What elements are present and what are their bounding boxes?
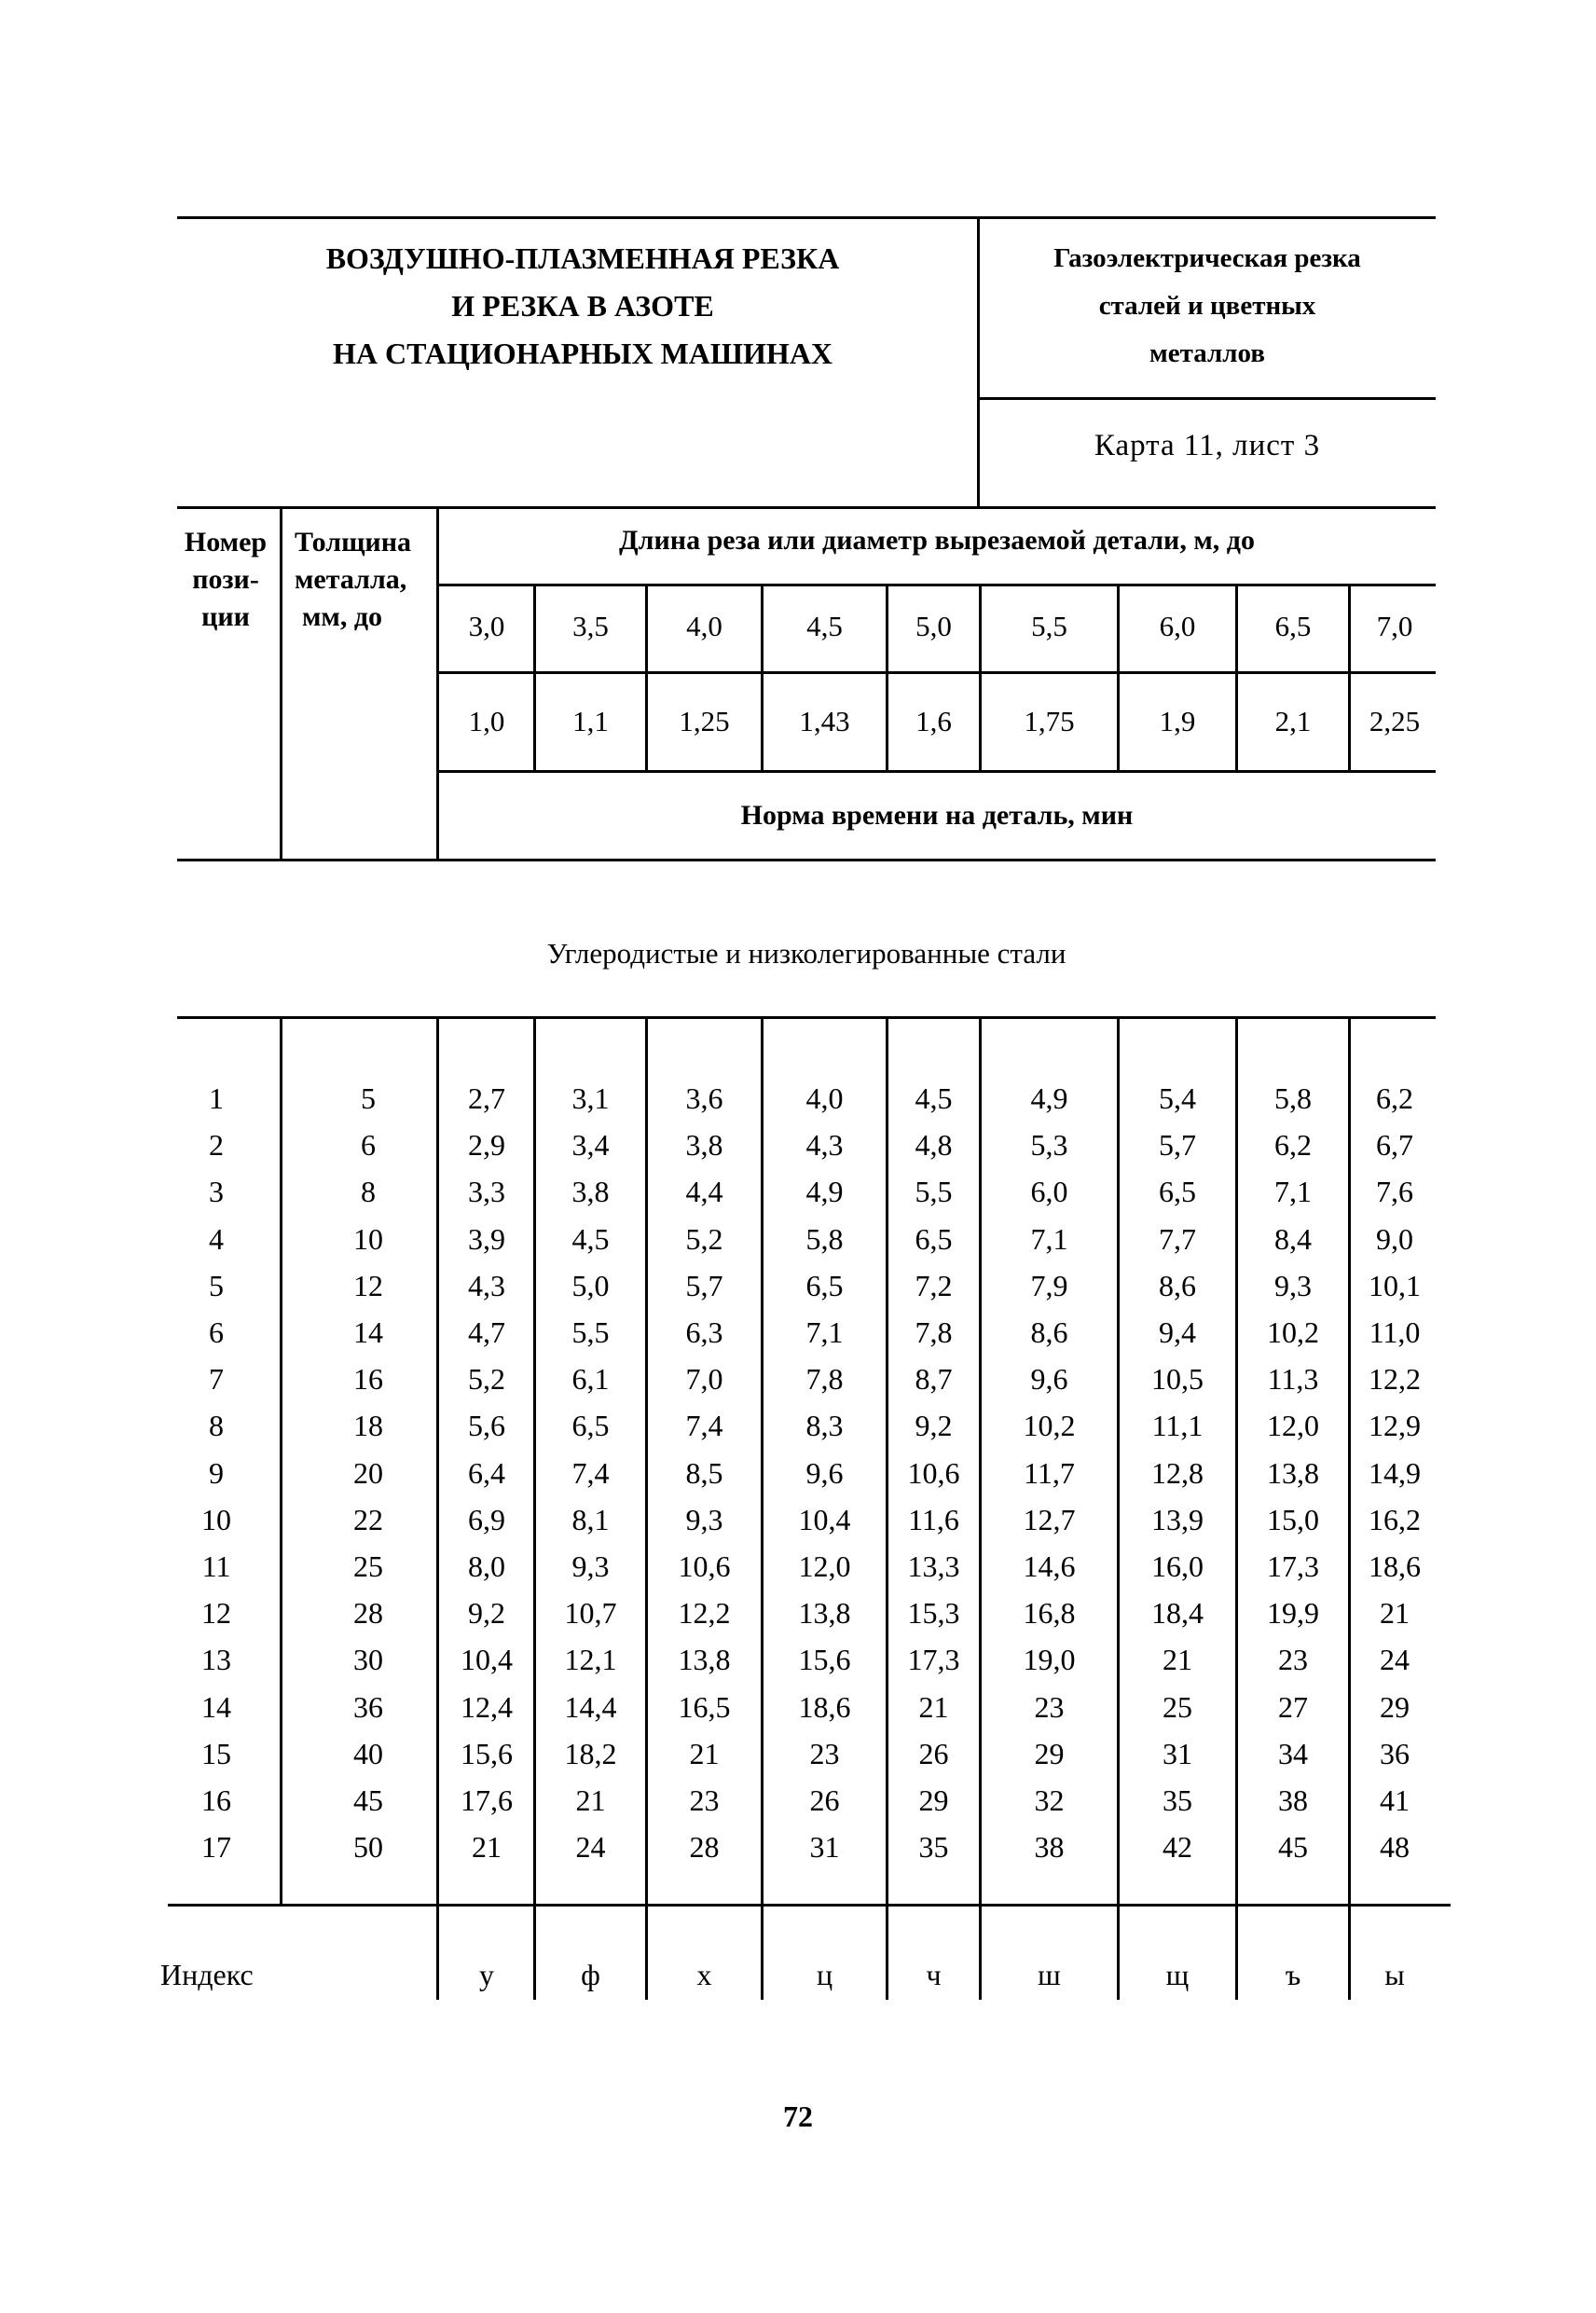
row-value: 4,0 xyxy=(805,1081,844,1115)
row-thickness: 8 xyxy=(361,1175,376,1208)
row-value: 6,9 xyxy=(468,1503,505,1536)
row-value: 31 xyxy=(809,1830,840,1864)
index-value: ы xyxy=(1384,1958,1405,1991)
row-value: 17,3 xyxy=(1267,1549,1319,1583)
row-position: 15 xyxy=(201,1737,231,1770)
header-line: пози- xyxy=(192,564,259,595)
row-value: 34 xyxy=(1278,1737,1308,1770)
index-value: ъ xyxy=(1285,1958,1301,1991)
row-value: 19,9 xyxy=(1267,1596,1319,1630)
length-value: 6,5 xyxy=(1274,610,1312,642)
row-value: 12,2 xyxy=(678,1596,731,1630)
card-rule xyxy=(977,397,1436,400)
row-value: 5,8 xyxy=(805,1222,844,1256)
row-value: 3,8 xyxy=(571,1175,610,1208)
index-value: щ xyxy=(1165,1958,1190,1991)
row-value: 13,9 xyxy=(1151,1503,1204,1536)
row-value: 21 xyxy=(575,1783,606,1817)
row-value: 8,1 xyxy=(571,1503,610,1536)
row-value: 8,4 xyxy=(1274,1222,1312,1256)
index-value: ш xyxy=(1038,1958,1061,1991)
row-value: 18,2 xyxy=(564,1737,617,1770)
row-value: 11,6 xyxy=(908,1503,959,1536)
row-position: 11 xyxy=(201,1549,231,1583)
row-value: 16,2 xyxy=(1369,1503,1421,1536)
row-value: 10,2 xyxy=(1023,1409,1076,1442)
diameter-value: 1,43 xyxy=(799,705,850,737)
row-value: 4,8 xyxy=(915,1128,953,1162)
row-value: 7,9 xyxy=(1030,1269,1068,1302)
row-value: 4,9 xyxy=(805,1175,844,1208)
header-sub-rule xyxy=(436,770,1436,773)
row-value: 38 xyxy=(1034,1830,1065,1864)
row-value: 6,7 xyxy=(1376,1128,1413,1162)
row-thickness: 14 xyxy=(353,1315,383,1349)
row-value: 12,4 xyxy=(461,1690,513,1724)
row-value: 9,3 xyxy=(571,1549,610,1583)
row-value: 24 xyxy=(1380,1643,1410,1676)
row-thickness: 30 xyxy=(353,1643,383,1676)
index-value: ф xyxy=(581,1958,600,1991)
row-value: 23 xyxy=(809,1737,840,1770)
length-value: 6,0 xyxy=(1159,610,1196,642)
row-value: 12,1 xyxy=(564,1643,617,1676)
row-value: 6,2 xyxy=(1376,1081,1413,1115)
row-value: 23 xyxy=(1034,1690,1065,1724)
row-value: 31 xyxy=(1163,1737,1192,1770)
row-value: 26 xyxy=(918,1737,949,1770)
length-value: 4,5 xyxy=(806,610,843,642)
row-position: 7 xyxy=(209,1362,224,1396)
length-value: 5,5 xyxy=(1031,610,1067,642)
header-line: Номер xyxy=(184,527,268,558)
row-value: 21 xyxy=(472,1830,502,1864)
row-value: 13,8 xyxy=(798,1596,851,1630)
row-value: 5,3 xyxy=(1030,1128,1068,1162)
header-top-rule xyxy=(177,216,1436,219)
row-value: 25 xyxy=(1163,1690,1192,1724)
row-value: 38 xyxy=(1278,1783,1308,1817)
row-value: 23 xyxy=(1278,1643,1308,1676)
row-position: 9 xyxy=(209,1456,224,1490)
row-thickness: 28 xyxy=(353,1596,383,1630)
row-thickness: 5 xyxy=(361,1081,376,1115)
row-thickness: 45 xyxy=(353,1783,383,1817)
row-value: 10,5 xyxy=(1151,1362,1204,1396)
row-value: 3,4 xyxy=(571,1128,610,1162)
row-value: 10,7 xyxy=(564,1596,617,1630)
row-value: 8,6 xyxy=(1030,1315,1068,1349)
index-label: Индекс xyxy=(160,1958,254,1991)
row-value: 15,0 xyxy=(1267,1503,1319,1536)
row-value: 13,8 xyxy=(1267,1456,1319,1490)
row-value: 9,3 xyxy=(1274,1269,1312,1302)
row-value: 2,9 xyxy=(468,1128,505,1162)
row-thickness: 25 xyxy=(353,1549,383,1583)
row-position: 5 xyxy=(209,1269,224,1302)
row-position: 1 xyxy=(209,1081,224,1115)
row-value: 7,1 xyxy=(805,1315,844,1349)
row-value: 6,3 xyxy=(685,1315,723,1349)
row-value: 9,2 xyxy=(915,1409,953,1442)
row-value: 2,7 xyxy=(468,1081,505,1115)
data-col-divider xyxy=(280,1016,282,1904)
row-value: 27 xyxy=(1278,1690,1308,1724)
subtitle-line: Газоэлектрическая резка xyxy=(1053,243,1361,273)
index-value: ч xyxy=(926,1958,942,1991)
row-position: 17 xyxy=(201,1830,231,1864)
row-value: 8,0 xyxy=(468,1549,505,1583)
row-value: 6,5 xyxy=(1159,1175,1196,1208)
row-value: 6,2 xyxy=(1274,1128,1312,1162)
row-value: 9,4 xyxy=(1159,1315,1196,1349)
row-value: 14,4 xyxy=(564,1690,617,1724)
row-value: 10,2 xyxy=(1267,1315,1319,1349)
header-line: Толщина xyxy=(295,527,411,558)
header-line: мм, до xyxy=(302,601,383,632)
row-value: 10,4 xyxy=(461,1643,513,1676)
row-thickness: 12 xyxy=(353,1269,383,1302)
row-value: 11,1 xyxy=(1151,1409,1204,1442)
header-line: металла, xyxy=(295,564,407,595)
row-value: 10,6 xyxy=(678,1549,731,1583)
thickness-column-header xyxy=(295,524,434,636)
row-value: 36 xyxy=(1380,1737,1410,1770)
title-line: И РЕЗКА В АЗОТЕ xyxy=(451,289,714,323)
document-title xyxy=(177,235,988,378)
diameter-value: 1,9 xyxy=(1159,705,1196,737)
row-value: 16,5 xyxy=(678,1690,731,1724)
row-value: 21 xyxy=(918,1690,949,1724)
row-value: 15,6 xyxy=(798,1643,851,1676)
row-value: 7,4 xyxy=(685,1409,723,1442)
row-thickness: 16 xyxy=(353,1362,383,1396)
row-value: 26 xyxy=(809,1783,840,1817)
row-position: 12 xyxy=(201,1596,231,1630)
row-value: 12,2 xyxy=(1369,1362,1421,1396)
row-value: 17,3 xyxy=(907,1643,960,1676)
row-value: 9,6 xyxy=(805,1456,844,1490)
row-value: 41 xyxy=(1380,1783,1410,1817)
row-value: 4,5 xyxy=(571,1222,610,1256)
row-value: 12,0 xyxy=(798,1549,851,1583)
row-thickness: 6 xyxy=(361,1128,376,1162)
row-value: 7,2 xyxy=(915,1269,953,1302)
diameter-value: 2,25 xyxy=(1369,705,1421,737)
row-value: 3,1 xyxy=(571,1081,610,1115)
row-position: 6 xyxy=(209,1315,224,1349)
row-position: 4 xyxy=(209,1222,224,1256)
table-header-top-rule xyxy=(177,506,1436,509)
table-header-bottom-rule xyxy=(177,859,1436,861)
row-value: 5,7 xyxy=(1159,1128,1196,1162)
row-value: 48 xyxy=(1380,1830,1410,1864)
diameter-value: 2,1 xyxy=(1274,705,1312,737)
row-value: 14,6 xyxy=(1023,1549,1076,1583)
length-value: 5,0 xyxy=(915,610,952,642)
row-value: 7,1 xyxy=(1030,1222,1068,1256)
row-value: 12,0 xyxy=(1267,1409,1319,1442)
row-thickness: 22 xyxy=(353,1503,383,1536)
row-thickness: 40 xyxy=(353,1737,383,1770)
row-value: 21 xyxy=(1163,1643,1192,1676)
row-value: 16,8 xyxy=(1023,1596,1076,1630)
row-value: 4,3 xyxy=(805,1128,844,1162)
length-header: Длина реза или диаметр вырезаемой детали, м, до xyxy=(619,525,1255,556)
row-value: 3,9 xyxy=(468,1222,505,1256)
row-value: 7,8 xyxy=(805,1362,844,1396)
row-value: 11,0 xyxy=(1369,1315,1421,1349)
data-top-rule xyxy=(177,1016,1436,1019)
row-value: 8,6 xyxy=(1159,1269,1196,1302)
row-value: 29 xyxy=(1034,1737,1065,1770)
document-subtitle xyxy=(979,235,1436,378)
row-value: 7,8 xyxy=(915,1315,953,1349)
page-number: 72 xyxy=(783,2100,813,2133)
section-title: Углеродистые и низколегированные стали xyxy=(546,937,1066,970)
row-value: 29 xyxy=(1380,1690,1410,1724)
row-value: 6,5 xyxy=(805,1269,844,1302)
row-value: 4,5 xyxy=(915,1081,953,1115)
position-column-header xyxy=(168,524,283,636)
length-value: 3,0 xyxy=(468,610,505,642)
row-position: 8 xyxy=(209,1409,224,1442)
row-value: 3,6 xyxy=(685,1081,723,1115)
row-value: 8,5 xyxy=(685,1456,723,1490)
index-value: ц xyxy=(816,1958,833,1991)
row-value: 11,7 xyxy=(1024,1456,1075,1490)
title-line: НА СТАЦИОНАРНЫХ МАШИНАХ xyxy=(332,337,833,370)
row-value: 24 xyxy=(575,1830,606,1864)
row-value: 15,6 xyxy=(461,1737,513,1770)
row-value: 10,1 xyxy=(1369,1269,1421,1302)
row-value: 5,5 xyxy=(571,1315,610,1349)
row-value: 10,4 xyxy=(798,1503,851,1536)
row-value: 9,0 xyxy=(1376,1222,1413,1256)
row-thickness: 20 xyxy=(353,1456,383,1490)
row-value: 35 xyxy=(918,1830,949,1864)
index-value: х xyxy=(696,1958,712,1991)
row-value: 11,3 xyxy=(1267,1362,1319,1396)
row-value: 5,8 xyxy=(1274,1081,1312,1115)
row-value: 16,0 xyxy=(1151,1549,1204,1583)
row-thickness: 18 xyxy=(353,1409,383,1442)
diameter-value: 1,25 xyxy=(679,705,730,737)
card-sheet-label: Карта 11, лист 3 xyxy=(1094,429,1321,462)
row-value: 7,4 xyxy=(571,1456,610,1490)
row-value: 5,2 xyxy=(468,1362,505,1396)
row-value: 19,0 xyxy=(1023,1643,1076,1676)
row-thickness: 50 xyxy=(353,1830,383,1864)
row-position: 13 xyxy=(201,1643,231,1676)
row-value: 9,3 xyxy=(685,1503,723,1536)
row-position: 3 xyxy=(209,1175,224,1208)
subtitle-line: сталей и цветных xyxy=(1098,291,1316,321)
row-value: 32 xyxy=(1034,1783,1065,1817)
row-value: 9,2 xyxy=(468,1596,505,1630)
row-value: 4,9 xyxy=(1030,1081,1068,1115)
row-value: 5,0 xyxy=(571,1269,610,1302)
row-value: 5,7 xyxy=(685,1269,723,1302)
row-value: 18,4 xyxy=(1151,1596,1204,1630)
row-value: 7,6 xyxy=(1376,1175,1413,1208)
data-bottom-rule xyxy=(168,1904,1451,1907)
row-value: 5,6 xyxy=(468,1409,505,1442)
row-value: 21 xyxy=(1380,1596,1410,1630)
diameter-value: 1,6 xyxy=(915,705,952,737)
row-value: 6,4 xyxy=(468,1456,505,1490)
row-value: 42 xyxy=(1163,1830,1192,1864)
row-position: 10 xyxy=(201,1503,231,1536)
row-value: 6,0 xyxy=(1030,1175,1068,1208)
row-value: 29 xyxy=(918,1783,949,1817)
row-value: 21 xyxy=(689,1737,720,1770)
row-thickness: 36 xyxy=(353,1690,383,1724)
row-value: 7,7 xyxy=(1159,1222,1196,1256)
row-value: 13,3 xyxy=(907,1549,960,1583)
row-value: 17,6 xyxy=(461,1783,513,1817)
diameter-value: 1,75 xyxy=(1024,705,1075,737)
row-value: 28 xyxy=(689,1830,720,1864)
row-value: 7,1 xyxy=(1274,1175,1312,1208)
row-value: 4,3 xyxy=(468,1269,505,1302)
row-value: 3,3 xyxy=(468,1175,505,1208)
row-value: 18,6 xyxy=(1369,1549,1421,1583)
subtitle-line: металлов xyxy=(1149,338,1265,368)
row-value: 15,3 xyxy=(907,1596,960,1630)
row-value: 10,6 xyxy=(907,1456,960,1490)
row-value: 13,8 xyxy=(678,1643,731,1676)
row-position: 14 xyxy=(201,1690,231,1724)
row-position: 16 xyxy=(201,1783,231,1817)
row-value: 14,9 xyxy=(1369,1456,1421,1490)
length-value: 3,5 xyxy=(572,610,609,642)
row-value: 6,5 xyxy=(571,1409,610,1442)
row-value: 6,5 xyxy=(915,1222,953,1256)
diameter-value: 1,0 xyxy=(468,705,505,737)
row-value: 7,0 xyxy=(685,1362,723,1396)
row-value: 12,9 xyxy=(1369,1409,1421,1442)
norm-header: Норма времени на деталь, мин xyxy=(740,800,1134,831)
length-value: 4,0 xyxy=(686,610,722,642)
data-col-divider xyxy=(436,1016,439,2000)
row-value: 6,1 xyxy=(571,1362,610,1396)
row-value: 8,3 xyxy=(805,1409,844,1442)
row-value: 23 xyxy=(689,1783,720,1817)
row-thickness: 10 xyxy=(353,1222,383,1256)
row-value: 3,8 xyxy=(685,1128,723,1162)
row-value: 5,4 xyxy=(1159,1081,1196,1115)
row-value: 5,5 xyxy=(915,1175,953,1208)
index-value: у xyxy=(479,1958,494,1991)
row-value: 45 xyxy=(1278,1830,1308,1864)
header-sub-rule xyxy=(436,671,1436,674)
row-value: 5,2 xyxy=(685,1222,723,1256)
row-value: 8,7 xyxy=(915,1362,953,1396)
header-sub-rule xyxy=(436,584,1436,586)
diameter-value: 1,1 xyxy=(572,705,609,737)
row-value: 35 xyxy=(1163,1783,1192,1817)
row-value: 12,8 xyxy=(1151,1456,1204,1490)
row-value: 4,4 xyxy=(685,1175,723,1208)
row-position: 2 xyxy=(209,1128,224,1162)
row-value: 18,6 xyxy=(798,1690,851,1724)
length-value: 7,0 xyxy=(1376,610,1413,642)
title-line: ВОЗДУШНО-ПЛАЗМЕННАЯ РЕЗКА xyxy=(325,241,840,275)
row-value: 4,7 xyxy=(468,1315,505,1349)
row-value: 12,7 xyxy=(1023,1503,1076,1536)
row-value: 9,6 xyxy=(1030,1362,1068,1396)
header-line: ции xyxy=(201,601,250,632)
